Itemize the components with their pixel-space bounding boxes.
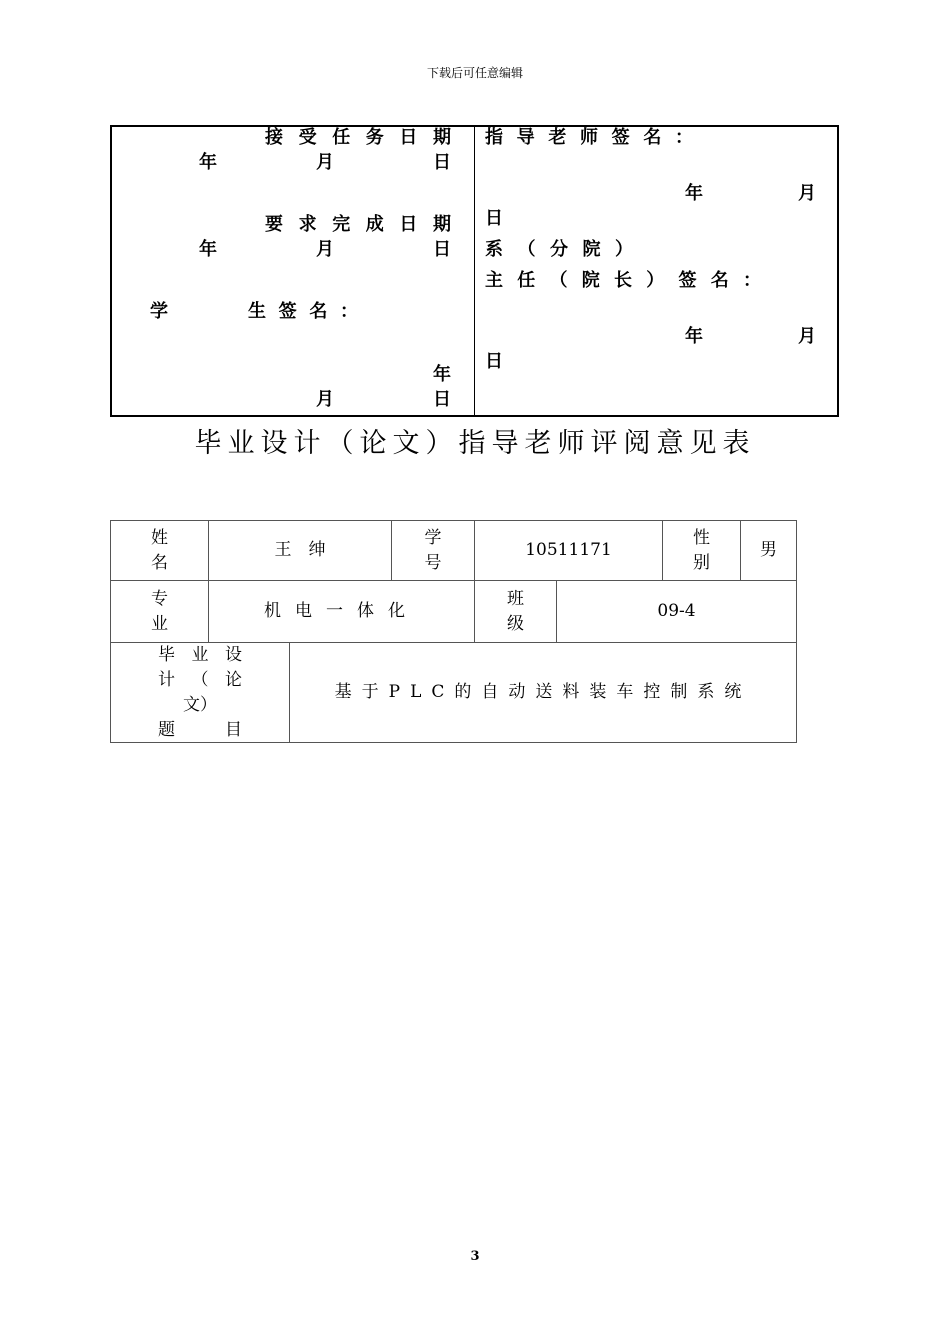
student-year: 年: [433, 364, 451, 385]
topic-label-line-2: 计（论: [158, 669, 242, 690]
dept-label: 系（分院）: [485, 239, 633, 260]
advisor-day: 日: [485, 208, 503, 229]
accept-day: 日: [433, 152, 451, 173]
major-value-cell: [208, 580, 475, 643]
major-label: 专业: [151, 588, 168, 634]
accept-date-label: 接受任务日期: [265, 127, 451, 148]
name-label-cell: [110, 520, 209, 581]
topic-label-cell: [110, 642, 290, 743]
topic-label-line-4: 题目: [158, 719, 242, 740]
page-number: 3: [470, 1249, 480, 1264]
require-day: 日: [433, 239, 451, 260]
require-year: 年: [199, 239, 217, 260]
student-id-value-cell: [474, 520, 663, 581]
topic-value-cell: [289, 642, 797, 743]
advisor-year: 年: [685, 183, 703, 204]
major-value: 机电一体化: [264, 601, 419, 621]
name-value-cell: [208, 520, 392, 581]
student-id-value: 10511171: [525, 540, 612, 560]
class-label-cell: [474, 580, 557, 643]
class-value-cell: [556, 580, 797, 643]
student-id-label: 学号: [424, 527, 442, 573]
major-label-cell: [110, 580, 209, 643]
director-day: 日: [485, 351, 503, 372]
student-day: 日: [433, 389, 451, 410]
gender-value-cell: [740, 520, 797, 581]
student-id-label-cell: [391, 520, 475, 581]
student-sign-label-a: 学: [150, 301, 168, 322]
page-title: 毕业设计（论文）指导老师评阅意见表: [194, 428, 756, 459]
topic-label-line-1: 毕业设: [158, 644, 242, 665]
gender-label-cell: [662, 520, 741, 581]
require-date-label: 要求完成日期: [265, 214, 451, 235]
page-header-note: 下载后可任意编辑: [426, 66, 523, 80]
gender-label: 性别: [693, 527, 710, 573]
director-month: 月: [798, 326, 816, 347]
signature-box-divider: [474, 125, 475, 417]
director-year: 年: [685, 326, 703, 347]
director-sign-label: 主任（院长）签名：: [485, 270, 761, 291]
student-sign-label-b: 生签名：: [248, 301, 358, 322]
name-value: 王 绅: [274, 540, 326, 560]
advisor-month: 月: [798, 183, 816, 204]
class-value: 09-4: [657, 601, 696, 621]
class-label: 班级: [507, 588, 524, 634]
name-label: 姓名: [151, 527, 168, 573]
gender-value: 男: [760, 540, 777, 560]
require-month: 月: [316, 239, 334, 260]
accept-month: 月: [316, 152, 334, 173]
accept-year: 年: [199, 152, 217, 173]
student-month: 月: [316, 389, 334, 410]
topic-label-line-3: 文）: [183, 694, 217, 715]
topic-value: 基于PLC的自动送料装车控制系统: [334, 682, 752, 702]
advisor-sign-label: 指导老师签名：: [485, 127, 693, 148]
